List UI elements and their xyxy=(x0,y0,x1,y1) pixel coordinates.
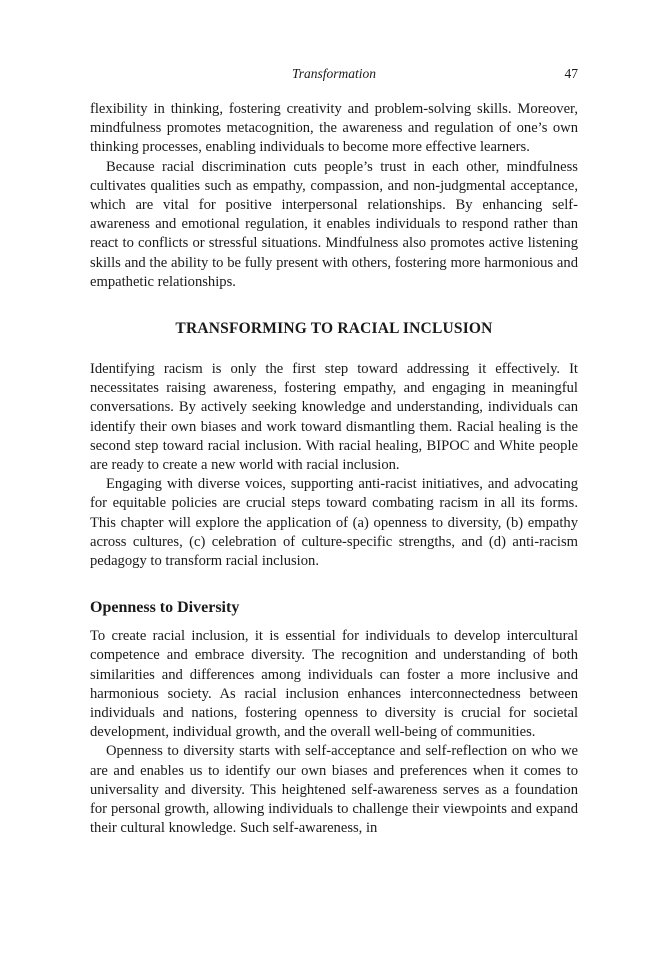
book-page xyxy=(90,66,578,839)
body-paragraph-self-acceptance: Openness to diversity starts with self-acceptance and self-reflection on who we are and enables us to identify our own biases and preferences when it comes to universality and diversity. This heightened self-awareness serves as a foundation for personal growth, allowing individuals to challenge their viewpoints and expand their cultural knowledge. Such self-awareness, in xyxy=(90,743,578,837)
body-paragraph-intercultural: To create racial inclusion, it is essential for individuals to develop intercultural competence and embrace diversity. The recognition and understanding of both similarities and differences among individuals can foster a more inclusive and harmonious society. As racial inclusion enhances interconnectedness between individuals and nations, fostering openness to diversity is crucial for societal development, individual growth, and the overall well-being of communities. xyxy=(90,628,578,741)
running-title: Transformation xyxy=(291,66,377,81)
body-paragraph-continued: flexibility in thinking, fostering creativity and problem-solving skills. Moreover, mindfulness promotes metacognition, the awareness and regulation of one’s own thinking processes, enabling individuals to become more effective learners. xyxy=(90,101,578,156)
body-paragraph-identifying-racism: Identifying racism is only the first step toward addressing it effectively. It necessitates raising awareness, fostering empathy, and engaging in meaningful conversations. By actively seeking knowledge and understanding, individuals can identify their own biases and work toward dismantling them. Racial healing is the second step toward racial inclusion. With racial healing, BIPOC and White people are ready to create a new world with racial inclusion. xyxy=(90,361,578,474)
subsection-heading: Openness to Diversity xyxy=(90,599,240,617)
running-head xyxy=(90,66,578,86)
body-paragraph-engaging: Engaging with diverse voices, supporting anti-racist initiatives, and advocating for equitable policies are crucial steps toward combating racism in all its forms. This chapter will explore the application of (a) openness to diversity, (b) empathy across cultures, (c) celebration of culture-specific strengths, and (d) anti-racism pedagogy to transform racial inclusion. xyxy=(90,476,578,570)
body-paragraph-mindfulness: Because racial discrimination cuts people’s trust in each other, mindfulness cultivates qualities such as empathy, compassion, and non-judgmental acceptance, which are vital for positive interpersonal relationships. By enhancing self-awareness and emotional regulation, it enables individuals to respond rather than react to conflicts or stressful situations. Mindfulness also promotes active listening skills and the ability to be fully present with others, fostering more harmonious and empathetic relationships. xyxy=(90,158,578,290)
page-number: 47 xyxy=(564,66,578,81)
section-heading: TRANSFORMING TO RACIAL INCLUSION xyxy=(175,320,493,338)
